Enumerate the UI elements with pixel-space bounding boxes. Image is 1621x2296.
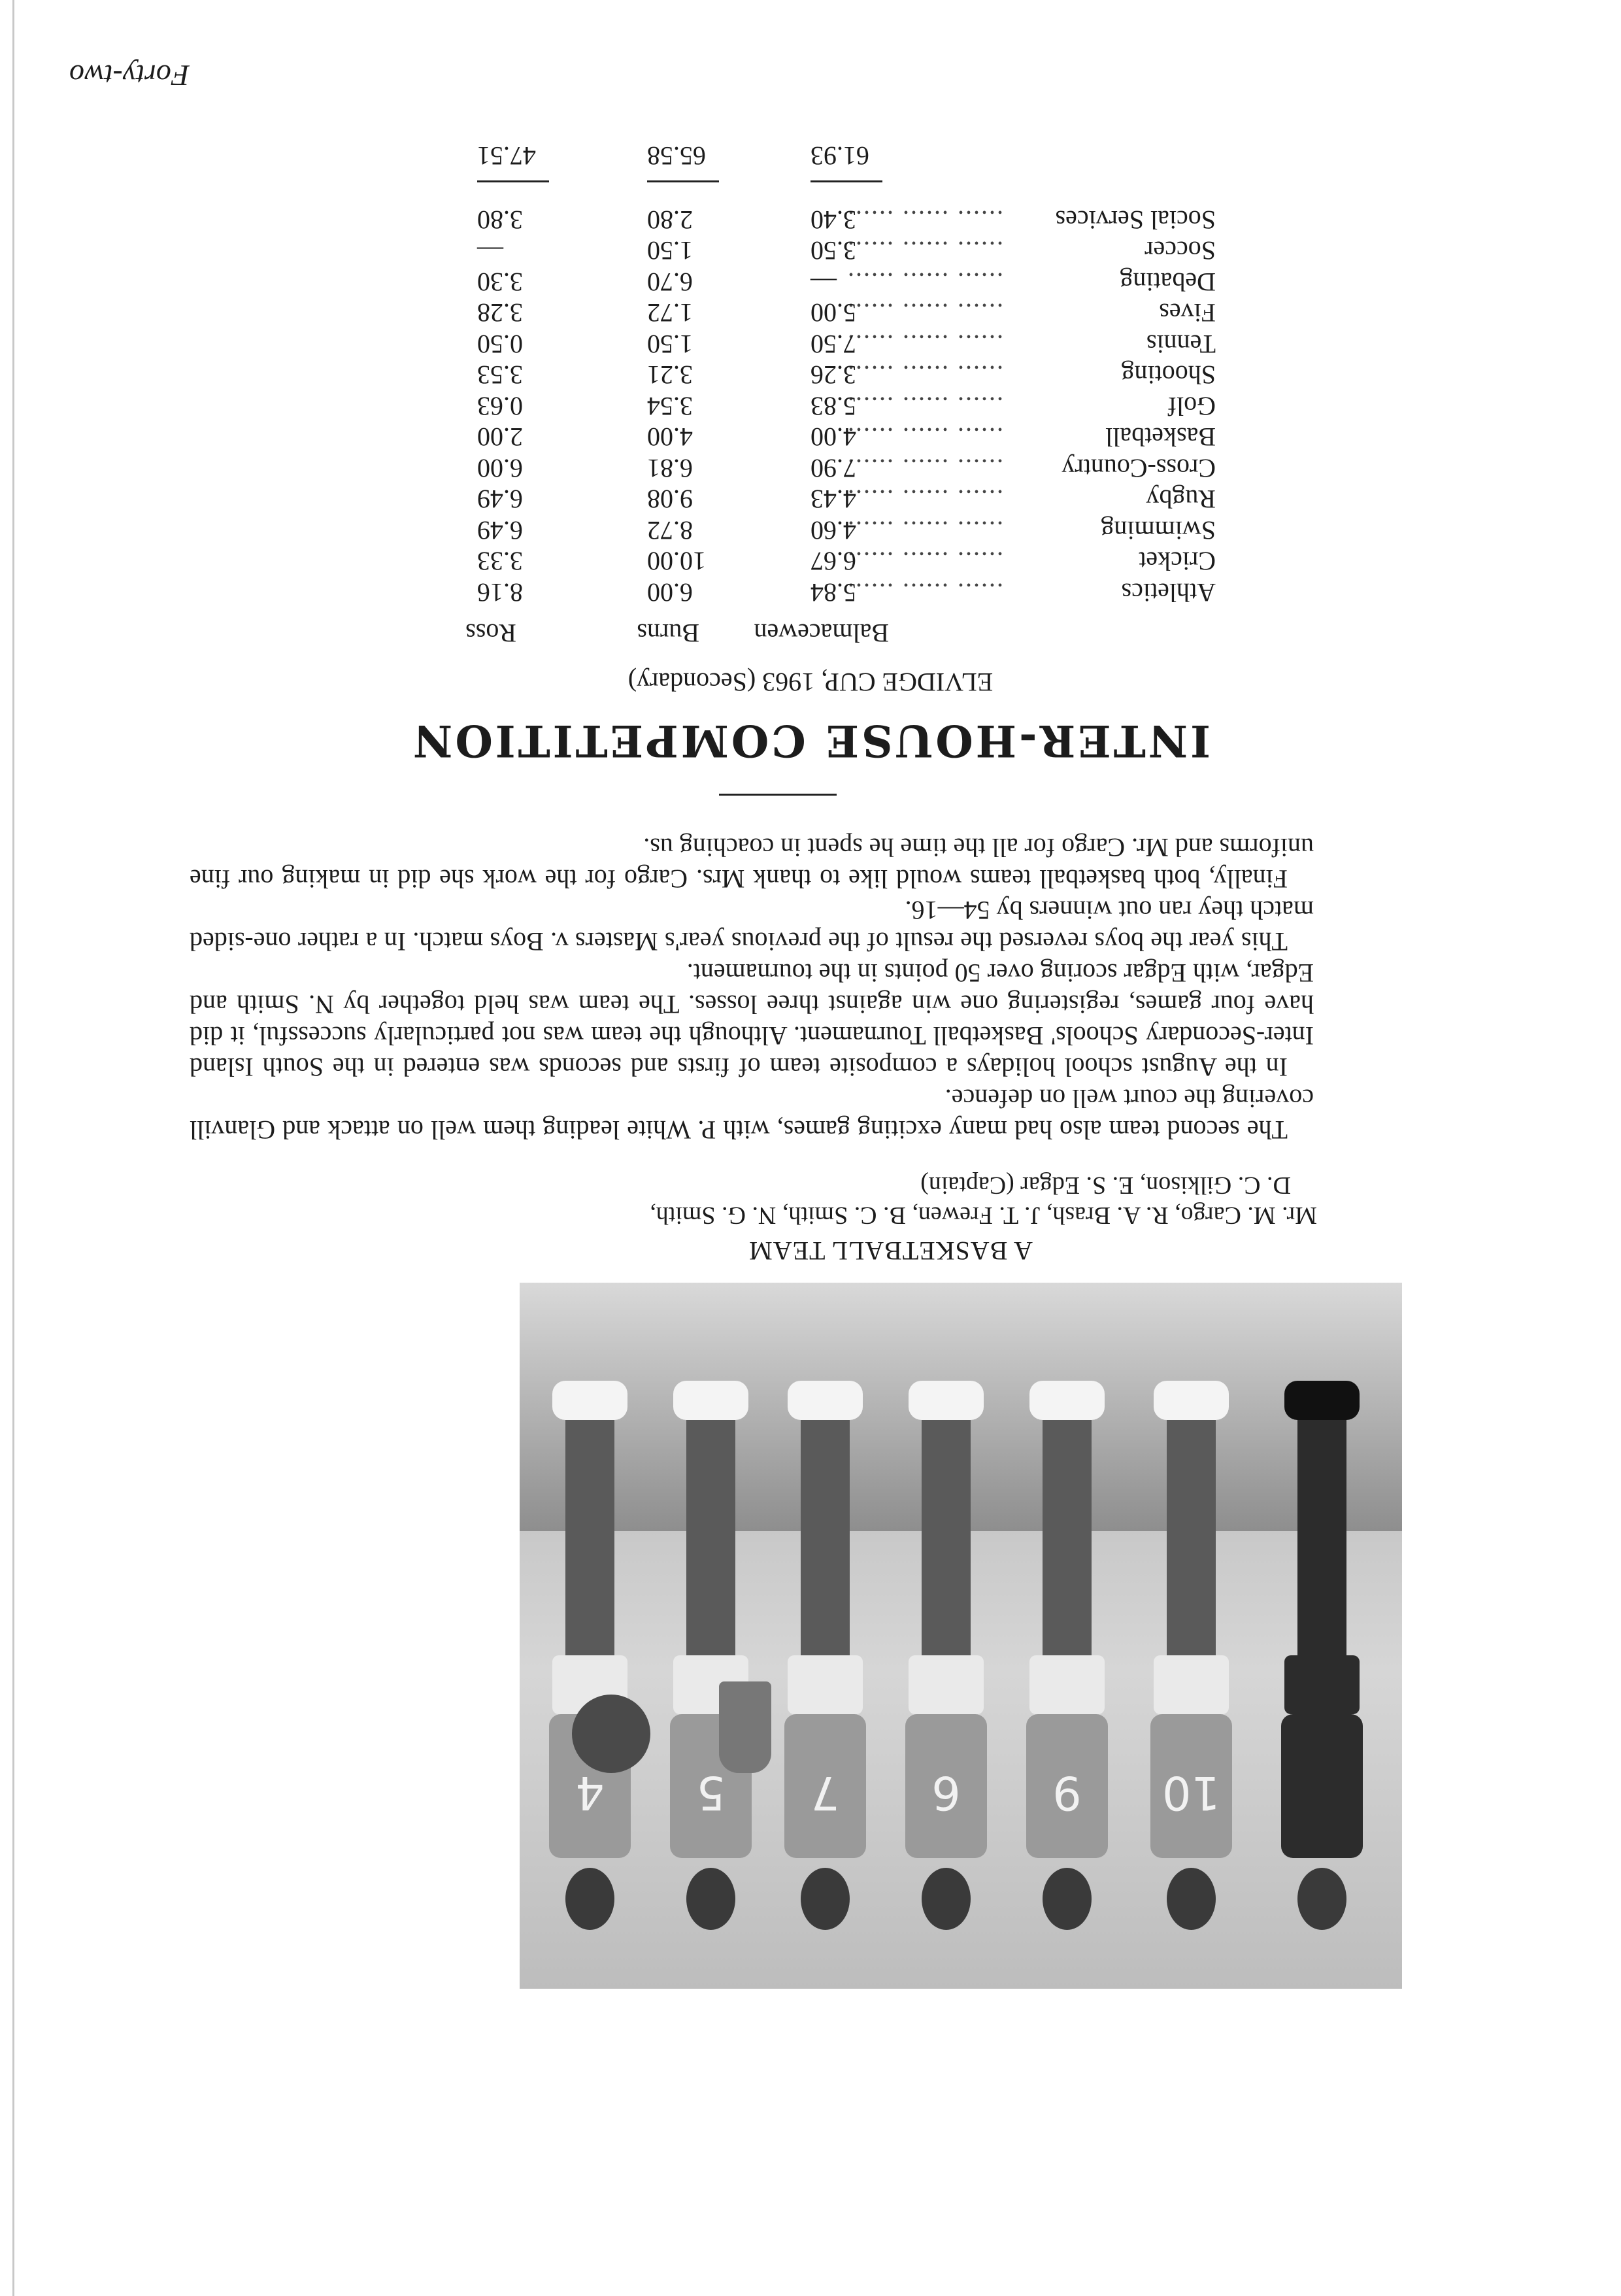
caption-names-line: D. C. Gilkison, E. S. Edgar (Captain) <box>920 1172 1291 1199</box>
sport-label: Cross-Country <box>1061 454 1216 483</box>
leader-dots: ...... ...... ...... <box>846 298 1003 328</box>
sport-label: Debating <box>1120 267 1216 297</box>
score-cell: 3.40 <box>811 205 856 235</box>
score-cell: 10.00 <box>647 547 706 577</box>
photo-player: 9 <box>1016 1342 1121 1930</box>
score-cell: 7.50 <box>811 329 856 359</box>
column-header-burns: Burns <box>637 618 699 648</box>
score-cell: 6.70 <box>647 267 693 297</box>
sport-label: Swimming <box>1101 516 1216 545</box>
leader-dots: ...... ...... ...... <box>846 547 1003 577</box>
paragraph: In the August school holidays a composite team of firsts and seconds was entered in the South Island Inter-Secondary Schools' Basketball Tournament. Although the team was not particularly successful, it did have four games, registering one win against three losses. The team was held together by N. Smith and Edgar, with Edgar scoring over 50 points in the tournament. <box>190 958 1314 1082</box>
leader-dots: ...... ...... ...... <box>846 454 1003 483</box>
leader-dots: ...... ...... ...... <box>846 484 1003 515</box>
leader-dots: ...... ...... ...... <box>846 267 1003 297</box>
score-cell: 3.33 <box>477 547 523 577</box>
score-cell: 3.30 <box>477 267 523 297</box>
score-cell: 1.72 <box>647 298 693 328</box>
sport-label: Athletics <box>1121 578 1216 607</box>
score-cell: 6.49 <box>477 484 523 515</box>
score-cell: 1.50 <box>647 236 693 266</box>
score-cell: 9.08 <box>647 484 693 515</box>
page-edge-line <box>12 0 14 2296</box>
section-heading: INTER-HOUSE COMPETITION <box>410 715 1211 766</box>
sport-label: Basketball <box>1105 422 1216 452</box>
total-burns: 65.58 <box>647 141 706 171</box>
column-header-balmacewen: Balmacewen <box>754 618 889 648</box>
paragraph: Finally, both basketball teams would like to thank Mrs. Cargo for the work she did in making our fine uniforms and Mr. Cargo for all the time he spent in coaching us. <box>190 833 1314 894</box>
score-cell: 4.00 <box>811 422 856 452</box>
score-cell: 4.43 <box>811 484 856 515</box>
paragraph: This year the boys reversed the result of the previous year's Masters v. Boys match. In a rather one-sided match they ran out winners by 54—16. <box>190 896 1314 956</box>
score-cell: — <box>811 267 837 297</box>
score-cell: 6.67 <box>811 547 856 577</box>
leader-dots: ...... ...... ...... <box>846 516 1003 545</box>
column-header-ross: Ross <box>465 618 516 648</box>
photo-caption-title: A BASKETBALL TEAM <box>748 1236 1033 1266</box>
score-cell: 4.00 <box>647 422 693 452</box>
score-cell: 0.63 <box>477 392 523 421</box>
photo-player: 6 <box>895 1342 1000 1930</box>
score-cell: 6.00 <box>647 578 693 607</box>
basketball-icon <box>572 1695 650 1773</box>
score-cell: 3.26 <box>811 360 856 390</box>
leader-dots: ...... ...... ...... <box>846 236 1003 266</box>
section-subheading: ELVIDGE CUP, 1963 (Secondary) <box>627 667 994 697</box>
paragraph: The second team also had many exciting games, with P. White leading them well on attack and Glanvill covering the court well on defence. <box>190 1084 1314 1145</box>
score-cell: 5.84 <box>811 578 856 607</box>
total-ross: 47.51 <box>477 141 536 171</box>
score-cell: 8.16 <box>477 578 523 607</box>
team-photo <box>520 1283 1402 1989</box>
total-balmacewen: 61.93 <box>811 141 869 171</box>
score-cell: 3.28 <box>477 298 523 328</box>
score-cell: 3.54 <box>647 392 693 421</box>
caption-names-line: Mr. M. Cargo, R. A. Brash, J. T. Frewen, B. C. Smith, N. G. Smith, <box>650 1202 1317 1229</box>
score-cell: 2.00 <box>477 422 523 452</box>
article-body <box>190 832 1314 1145</box>
sport-label: Rugby <box>1146 484 1216 515</box>
score-cell: 4.60 <box>811 516 856 545</box>
score-cell: 1.50 <box>647 329 693 359</box>
photo-player: 7 <box>775 1342 879 1930</box>
score-cell: 6.49 <box>477 516 523 545</box>
sport-label: Fives <box>1159 298 1216 328</box>
score-cell: 5.83 <box>811 392 856 421</box>
sport-label: Soccer <box>1145 236 1216 266</box>
trophy-icon <box>719 1681 771 1773</box>
photo-caption-names <box>513 1170 1317 1230</box>
photo-player: 4 <box>539 1342 644 1930</box>
leader-dots: ...... ...... ...... <box>846 360 1003 390</box>
score-cell: 5.00 <box>811 298 856 328</box>
photo-player: 5 <box>660 1342 765 1930</box>
score-cell: 3.21 <box>647 360 693 390</box>
sport-label: Golf <box>1167 392 1216 421</box>
photo-player: 10 <box>1141 1342 1245 1930</box>
total-rule <box>477 180 549 182</box>
leader-dots: ...... ...... ...... <box>846 578 1003 607</box>
sport-label: Tennis <box>1146 329 1216 359</box>
score-cell: 8.72 <box>647 516 693 545</box>
page-number: Forty-two <box>69 59 190 92</box>
score-cell: 2.80 <box>647 205 693 235</box>
total-rule <box>647 180 719 182</box>
photo-coach <box>1271 1342 1376 1930</box>
score-cell: 6.81 <box>647 454 693 483</box>
score-cell: 0.50 <box>477 329 523 359</box>
sport-label: Shooting <box>1121 360 1216 390</box>
total-rule <box>811 180 882 182</box>
score-cell: 7.90 <box>811 454 856 483</box>
score-cell: 3.50 <box>811 236 856 266</box>
leader-dots: ...... ...... ...... <box>846 422 1003 452</box>
leader-dots: ...... ...... ...... <box>846 205 1003 235</box>
score-cell: 3.80 <box>477 205 523 235</box>
score-cell: — <box>477 236 503 266</box>
sport-label: Social Services <box>1055 205 1216 235</box>
sport-label: Cricket <box>1139 547 1216 577</box>
score-cell: 6.00 <box>477 454 523 483</box>
leader-dots: ...... ...... ...... <box>846 329 1003 359</box>
leader-dots: ...... ...... ...... <box>846 392 1003 421</box>
section-divider <box>719 794 837 796</box>
score-cell: 3.53 <box>477 360 523 390</box>
